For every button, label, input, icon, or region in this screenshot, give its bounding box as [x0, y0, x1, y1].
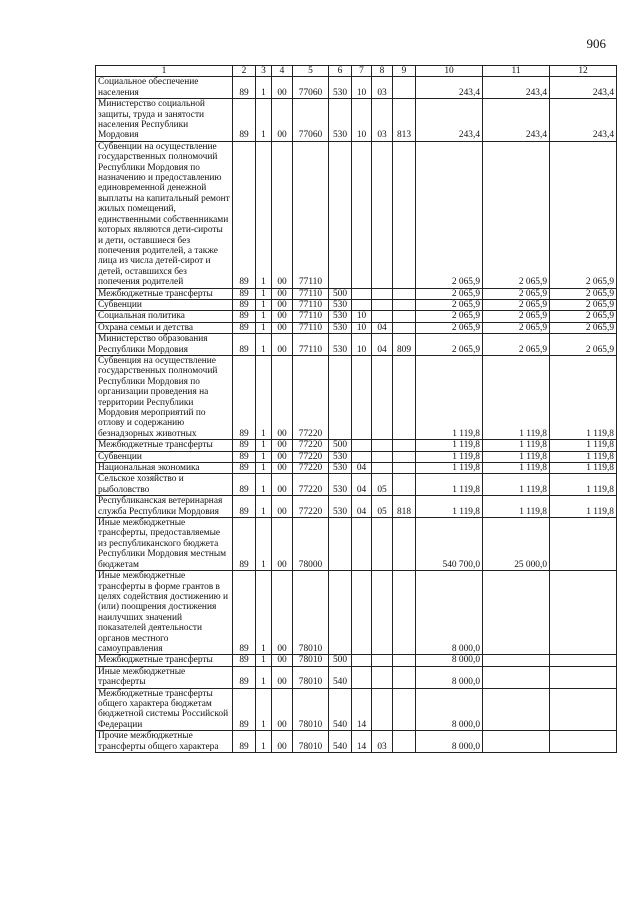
code-cell: 77220	[293, 451, 329, 462]
code-cell	[352, 288, 372, 299]
budget-table	[95, 65, 617, 753]
code-cell: 89	[233, 99, 256, 142]
amount-cell: 1 119,8	[483, 474, 550, 496]
code-cell: 00	[272, 311, 293, 322]
row-name-cell: Охрана семьи и детства	[96, 322, 233, 333]
code-cell: 04	[372, 322, 393, 333]
code-cell: 809	[393, 334, 416, 356]
row-name-cell: Межбюджетные трансферты	[96, 655, 233, 666]
amount-cell: 540 700,0	[416, 518, 483, 571]
code-cell	[372, 288, 393, 299]
code-cell: 1	[256, 571, 272, 655]
amount-cell: 2 065,9	[416, 334, 483, 356]
column-header: 6	[329, 66, 352, 77]
code-cell: 10	[352, 322, 372, 333]
code-cell: 00	[272, 518, 293, 571]
code-cell: 1	[256, 99, 272, 142]
code-cell: 00	[272, 77, 293, 99]
amount-cell: 8 000,0	[416, 571, 483, 655]
code-cell: 05	[372, 474, 393, 496]
amount-cell: 1 119,8	[416, 463, 483, 474]
code-cell	[393, 311, 416, 322]
code-cell: 89	[233, 355, 256, 439]
amount-cell: 1 119,8	[416, 440, 483, 451]
code-cell	[352, 518, 372, 571]
code-cell	[372, 666, 393, 688]
code-cell	[372, 299, 393, 310]
amount-cell: 1 119,8	[550, 463, 617, 474]
code-cell: 00	[272, 731, 293, 753]
code-cell: 00	[272, 141, 293, 288]
row-name-cell: Республиканская ветеринарная служба Республики Мордовия	[96, 496, 233, 518]
code-cell: 77220	[293, 355, 329, 439]
code-cell	[372, 571, 393, 655]
column-header: 7	[352, 66, 372, 77]
code-cell: 89	[233, 141, 256, 288]
code-cell: 77110	[293, 334, 329, 356]
code-cell: 00	[272, 99, 293, 142]
code-cell	[352, 141, 372, 288]
code-cell: 10	[352, 311, 372, 322]
row-name-cell: Министерство образования Республики Мордовия	[96, 334, 233, 356]
code-cell: 530	[329, 334, 352, 356]
table-row	[96, 731, 617, 753]
code-cell: 00	[272, 355, 293, 439]
column-header: 3	[256, 66, 272, 77]
table-row	[96, 496, 617, 518]
code-cell: 00	[272, 451, 293, 462]
amount-cell: 2 065,9	[416, 299, 483, 310]
code-cell: 530	[329, 474, 352, 496]
amount-cell: 8 000,0	[416, 688, 483, 731]
row-name-cell: Сельское хозяйство и рыболовство	[96, 474, 233, 496]
code-cell: 77110	[293, 141, 329, 288]
code-cell: 78010	[293, 731, 329, 753]
code-cell: 530	[329, 299, 352, 310]
page-number: 906	[586, 36, 606, 51]
code-cell: 500	[329, 440, 352, 451]
header-row	[96, 66, 617, 77]
column-header: 8	[372, 66, 393, 77]
column-header: 9	[393, 66, 416, 77]
code-cell: 1	[256, 731, 272, 753]
column-header: 2	[233, 66, 256, 77]
code-cell: 540	[329, 731, 352, 753]
code-cell: 89	[233, 518, 256, 571]
code-cell	[372, 655, 393, 666]
amount-cell	[550, 571, 617, 655]
code-cell: 1	[256, 299, 272, 310]
code-cell: 89	[233, 322, 256, 333]
amount-cell	[483, 688, 550, 731]
code-cell: 530	[329, 322, 352, 333]
amount-cell: 2 065,9	[483, 288, 550, 299]
code-cell	[372, 440, 393, 451]
code-cell: 89	[233, 288, 256, 299]
amount-cell	[550, 666, 617, 688]
code-cell: 89	[233, 77, 256, 99]
code-cell: 00	[272, 571, 293, 655]
code-cell: 78000	[293, 518, 329, 571]
code-cell	[352, 440, 372, 451]
amount-cell: 2 065,9	[550, 299, 617, 310]
amount-cell: 243,4	[550, 77, 617, 99]
code-cell: 89	[233, 311, 256, 322]
amount-cell: 1 119,8	[550, 355, 617, 439]
code-cell	[393, 688, 416, 731]
amount-cell: 25 000,0	[483, 518, 550, 571]
code-cell: 77110	[293, 288, 329, 299]
code-cell: 818	[393, 496, 416, 518]
code-cell: 77110	[293, 311, 329, 322]
amount-cell	[550, 655, 617, 666]
amount-cell: 2 065,9	[550, 334, 617, 356]
table-row	[96, 571, 617, 655]
table-row	[96, 299, 617, 310]
amount-cell	[550, 518, 617, 571]
code-cell: 89	[233, 688, 256, 731]
table-row	[96, 77, 617, 99]
table-row	[96, 474, 617, 496]
amount-cell: 243,4	[416, 99, 483, 142]
amount-cell: 1 119,8	[550, 474, 617, 496]
amount-cell	[483, 571, 550, 655]
code-cell	[352, 666, 372, 688]
code-cell: 78010	[293, 655, 329, 666]
code-cell: 04	[352, 496, 372, 518]
code-cell: 10	[352, 99, 372, 142]
row-name-cell: Межбюджетные трансферты	[96, 288, 233, 299]
table-row	[96, 322, 617, 333]
row-name-cell: Иные межбюджетные трансферты в форме грантов в целях содействия достижению и (или) поощрения достижения наилучших значений показателей деятельности органов местного самоуправления	[96, 571, 233, 655]
table-body	[96, 77, 617, 753]
code-cell: 1	[256, 518, 272, 571]
amount-cell: 2 065,9	[483, 311, 550, 322]
row-name-cell: Субвенции	[96, 451, 233, 462]
row-name-cell: Субвенция на осуществление государственных полномочий Республики Мордовия по организации проведения на территории Республики Мордовия мероприятий по отлову и содержанию безнадзорных животных	[96, 355, 233, 439]
code-cell	[352, 299, 372, 310]
amount-cell: 1 119,8	[483, 451, 550, 462]
column-header: 12	[550, 66, 617, 77]
row-name-cell: Социальная политика	[96, 311, 233, 322]
code-cell: 77220	[293, 474, 329, 496]
code-cell: 77220	[293, 463, 329, 474]
code-cell	[372, 451, 393, 462]
code-cell: 89	[233, 666, 256, 688]
code-cell: 530	[329, 77, 352, 99]
code-cell: 89	[233, 496, 256, 518]
table-row	[96, 463, 617, 474]
code-cell: 77220	[293, 496, 329, 518]
code-cell: 78010	[293, 688, 329, 731]
amount-cell: 8 000,0	[416, 655, 483, 666]
amount-cell	[483, 666, 550, 688]
code-cell: 540	[329, 666, 352, 688]
code-cell: 1	[256, 451, 272, 462]
code-cell: 14	[352, 688, 372, 731]
code-cell: 500	[329, 288, 352, 299]
code-cell	[393, 299, 416, 310]
amount-cell: 243,4	[483, 77, 550, 99]
code-cell: 03	[372, 77, 393, 99]
code-cell: 78010	[293, 571, 329, 655]
code-cell: 00	[272, 655, 293, 666]
code-cell: 1	[256, 355, 272, 439]
code-cell	[372, 355, 393, 439]
code-cell: 03	[372, 99, 393, 142]
code-cell: 00	[272, 334, 293, 356]
code-cell	[393, 322, 416, 333]
code-cell	[393, 440, 416, 451]
code-cell: 1	[256, 688, 272, 731]
code-cell	[393, 518, 416, 571]
amount-cell: 2 065,9	[483, 322, 550, 333]
column-header: 1	[96, 66, 233, 77]
table-row	[96, 334, 617, 356]
code-cell: 89	[233, 299, 256, 310]
table-row	[96, 666, 617, 688]
code-cell: 1	[256, 322, 272, 333]
amount-cell: 1 119,8	[416, 451, 483, 462]
code-cell	[352, 571, 372, 655]
code-cell: 78010	[293, 666, 329, 688]
code-cell: 89	[233, 731, 256, 753]
code-cell: 00	[272, 322, 293, 333]
amount-cell: 2 065,9	[483, 141, 550, 288]
code-cell	[393, 474, 416, 496]
amount-cell: 2 065,9	[416, 322, 483, 333]
code-cell	[393, 141, 416, 288]
code-cell: 89	[233, 474, 256, 496]
row-name-cell: Иные межбюджетные трансферты	[96, 666, 233, 688]
row-name-cell: Межбюджетные трансферты	[96, 440, 233, 451]
code-cell: 77060	[293, 99, 329, 142]
row-name-cell: Межбюджетные трансферты общего характера бюджетам бюджетной системы Российской Федерации	[96, 688, 233, 731]
code-cell: 00	[272, 474, 293, 496]
code-cell: 530	[329, 496, 352, 518]
amount-cell: 1 119,8	[483, 496, 550, 518]
code-cell	[393, 463, 416, 474]
code-cell: 77110	[293, 299, 329, 310]
code-cell	[393, 355, 416, 439]
code-cell	[372, 518, 393, 571]
code-cell	[393, 451, 416, 462]
row-name-cell: Социальное обеспечение населения	[96, 77, 233, 99]
code-cell: 1	[256, 77, 272, 99]
code-cell: 10	[352, 77, 372, 99]
code-cell: 530	[329, 451, 352, 462]
amount-cell: 8 000,0	[416, 666, 483, 688]
table-row	[96, 451, 617, 462]
code-cell: 89	[233, 334, 256, 356]
table-row	[96, 288, 617, 299]
column-header: 4	[272, 66, 293, 77]
code-cell: 530	[329, 463, 352, 474]
amount-cell: 2 065,9	[416, 141, 483, 288]
table-row	[96, 688, 617, 731]
amount-cell: 1 119,8	[483, 463, 550, 474]
amount-cell	[550, 688, 617, 731]
code-cell: 89	[233, 655, 256, 666]
code-cell: 1	[256, 311, 272, 322]
table-row	[96, 440, 617, 451]
row-name-cell: Субвенции	[96, 299, 233, 310]
code-cell: 00	[272, 666, 293, 688]
row-name-cell: Иные межбюджетные трансферты, предоставляемые из республиканского бюджета Республики Мордовия местным бюджетам	[96, 518, 233, 571]
code-cell: 530	[329, 311, 352, 322]
amount-cell: 2 065,9	[483, 334, 550, 356]
row-name-cell: Национальная экономика	[96, 463, 233, 474]
code-cell	[393, 731, 416, 753]
code-cell: 77110	[293, 322, 329, 333]
code-cell	[393, 666, 416, 688]
code-cell: 00	[272, 496, 293, 518]
code-cell: 00	[272, 288, 293, 299]
amount-cell: 2 065,9	[483, 299, 550, 310]
code-cell: 1	[256, 655, 272, 666]
code-cell: 77060	[293, 77, 329, 99]
code-cell	[372, 141, 393, 288]
code-cell: 1	[256, 440, 272, 451]
table-row	[96, 655, 617, 666]
code-cell: 1	[256, 666, 272, 688]
code-cell	[352, 655, 372, 666]
code-cell	[352, 451, 372, 462]
code-cell	[393, 77, 416, 99]
code-cell	[329, 518, 352, 571]
amount-cell: 243,4	[416, 77, 483, 99]
code-cell: 10	[352, 334, 372, 356]
code-cell: 500	[329, 655, 352, 666]
code-cell: 540	[329, 688, 352, 731]
code-cell: 1	[256, 474, 272, 496]
amount-cell: 243,4	[483, 99, 550, 142]
code-cell: 00	[272, 463, 293, 474]
code-cell: 04	[372, 334, 393, 356]
code-cell: 1	[256, 141, 272, 288]
code-cell: 04	[352, 474, 372, 496]
code-cell: 00	[272, 299, 293, 310]
code-cell	[393, 288, 416, 299]
code-cell: 77220	[293, 440, 329, 451]
code-cell: 04	[352, 463, 372, 474]
amount-cell: 2 065,9	[550, 141, 617, 288]
code-cell: 1	[256, 496, 272, 518]
code-cell: 00	[272, 440, 293, 451]
code-cell: 03	[372, 731, 393, 753]
code-cell	[329, 355, 352, 439]
amount-cell: 243,4	[550, 99, 617, 142]
code-cell: 05	[372, 496, 393, 518]
column-header: 11	[483, 66, 550, 77]
amount-cell	[483, 731, 550, 753]
amount-cell: 2 065,9	[416, 311, 483, 322]
amount-cell: 8 000,0	[416, 731, 483, 753]
code-cell: 89	[233, 451, 256, 462]
amount-cell: 1 119,8	[550, 451, 617, 462]
amount-cell: 1 119,8	[416, 355, 483, 439]
code-cell	[372, 688, 393, 731]
code-cell: 14	[352, 731, 372, 753]
row-name-cell: Министерство социальной защиты, труда и занятости населения Республики Мордовия	[96, 99, 233, 142]
code-cell: 89	[233, 440, 256, 451]
table-row	[96, 141, 617, 288]
code-cell: 1	[256, 463, 272, 474]
table-row	[96, 99, 617, 142]
amount-cell: 2 065,9	[550, 288, 617, 299]
column-header: 10	[416, 66, 483, 77]
amount-cell	[550, 731, 617, 753]
code-cell: 1	[256, 334, 272, 356]
amount-cell: 1 119,8	[416, 496, 483, 518]
code-cell: 1	[256, 288, 272, 299]
column-header: 5	[293, 66, 329, 77]
table-row	[96, 355, 617, 439]
code-cell	[329, 141, 352, 288]
table-row	[96, 311, 617, 322]
amount-cell: 1 119,8	[483, 440, 550, 451]
code-cell: 89	[233, 571, 256, 655]
code-cell: 00	[272, 688, 293, 731]
code-cell	[372, 311, 393, 322]
amount-cell: 1 119,8	[550, 440, 617, 451]
row-name-cell: Субвенции на осуществление государственных полномочий Республики Мордовия по назначению и предоставлению единовременной денежной выплаты на капитальный ремонт жилых помещений, единственными собственниками которых являются дети-сироты и дети, оставшиеся без попечения родителей, а также лица из числа детей-сирот и детей, оставшихся без попечения родителей	[96, 141, 233, 288]
table-row	[96, 518, 617, 571]
code-cell	[372, 463, 393, 474]
code-cell: 89	[233, 463, 256, 474]
code-cell: 813	[393, 99, 416, 142]
amount-cell: 1 119,8	[483, 355, 550, 439]
row-name-cell: Прочие межбюджетные трансферты общего характера	[96, 731, 233, 753]
amount-cell: 2 065,9	[550, 322, 617, 333]
code-cell	[329, 571, 352, 655]
code-cell: 530	[329, 99, 352, 142]
amount-cell: 1 119,8	[550, 496, 617, 518]
amount-cell: 2 065,9	[416, 288, 483, 299]
amount-cell	[483, 655, 550, 666]
amount-cell: 2 065,9	[550, 311, 617, 322]
code-cell	[352, 355, 372, 439]
code-cell	[393, 571, 416, 655]
code-cell	[393, 655, 416, 666]
amount-cell: 1 119,8	[416, 474, 483, 496]
